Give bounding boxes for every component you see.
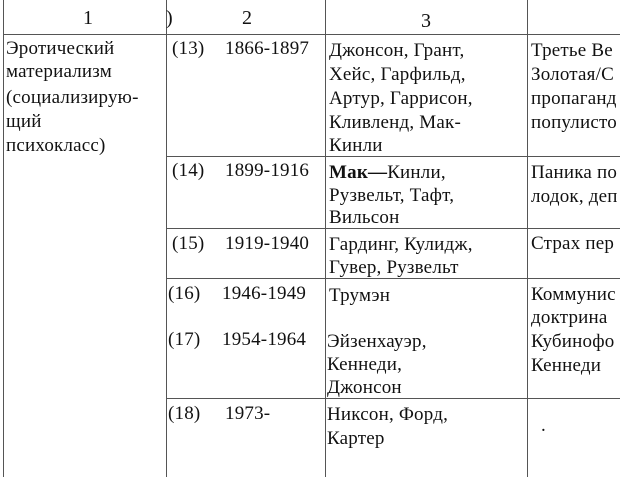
row-16-presidents-1: Трумэн [329,285,391,306]
header-col-2: 2 [242,7,253,29]
row-16-events-1: Коммунис [531,284,616,305]
row-13-presidents-2: Хейс, Гарфильд, [329,64,466,85]
row-15-presidents-2: Гувер, Рузвельт [329,257,459,278]
row-13-number: (13) [172,38,205,59]
category-line-4: щий [6,111,42,132]
row-rule-13-14 [166,156,620,157]
column-divider-1-2 [166,0,167,477]
row-14-presidents-2: Рузвельт, Тафт, [329,185,455,206]
row-13-presidents-3: Артур, Гаррисон, [329,88,473,109]
row-16-events-2: доктрина [531,307,608,328]
row-17-presidents-1: Эйзенхауэр, [327,331,427,352]
row-18-events-1: . [541,415,546,436]
row-17-events-2: Кеннеди [531,355,602,376]
row-14-bold-prefix: Мак— [329,162,388,183]
row-13-events-2: Золотая/С [531,64,614,85]
row-13-years: 1866-1897 [225,38,310,59]
header-col-3: 3 [421,10,432,32]
row-15-number: (15) [172,233,205,254]
row-14-presidents-3: Вильсон [329,207,400,228]
row-14-presidents-1 [329,161,446,184]
row-16-number: (16) [168,283,201,304]
table-border-left [3,0,4,477]
row-17-events-1: Кубинофо [531,331,615,352]
category-line-2: материализм [6,61,112,82]
row-14-events-1: Паника по [531,162,618,183]
row-13-events-4: популисто [531,112,617,133]
row-17-number: (17) [168,329,201,350]
row-14-presidents-1-rest: Кинли, [387,162,446,183]
row-13-presidents-5: Кинли [329,135,383,156]
header-bottom-rule [3,34,620,35]
row-13-presidents-4: Кливленд, Мак- [329,112,461,133]
row-13-events-3: пропаганд [531,88,617,109]
category-line-3: (социализирую- [6,87,139,108]
row-15-events-1: Страх пер [531,233,615,254]
row-18-presidents-2: Картер [327,428,385,449]
row-13-events-1: Третье Ве [531,40,613,61]
row-17-presidents-3: Джонсон [327,377,402,398]
row-15-presidents-1: Гардинг, Кулидж, [329,234,473,255]
row-17-years: 1954-1964 [222,329,307,350]
header-paren: ) [166,7,173,29]
row-14-years: 1899-1916 [225,160,310,181]
category-line-1: Эротический [6,38,115,59]
row-14-events-2: лодок, деп [531,186,618,207]
row-18-presidents-1: Никсон, Форд, [327,404,449,425]
row-18-years: 1973- [225,403,271,424]
column-divider-3-4 [527,0,528,477]
column-divider-2-3 [325,0,326,477]
row-17-presidents-2: Кеннеди, [327,354,403,375]
row-13-presidents-1: Джонсон, Грант, [329,40,465,61]
row-15-years: 1919-1940 [225,233,310,254]
row-16-years: 1946-1949 [222,283,307,304]
header-col-1: 1 [83,7,94,29]
row-18-number: (18) [168,403,201,424]
row-14-number: (14) [172,160,205,181]
category-line-5: психокласс) [6,135,106,156]
